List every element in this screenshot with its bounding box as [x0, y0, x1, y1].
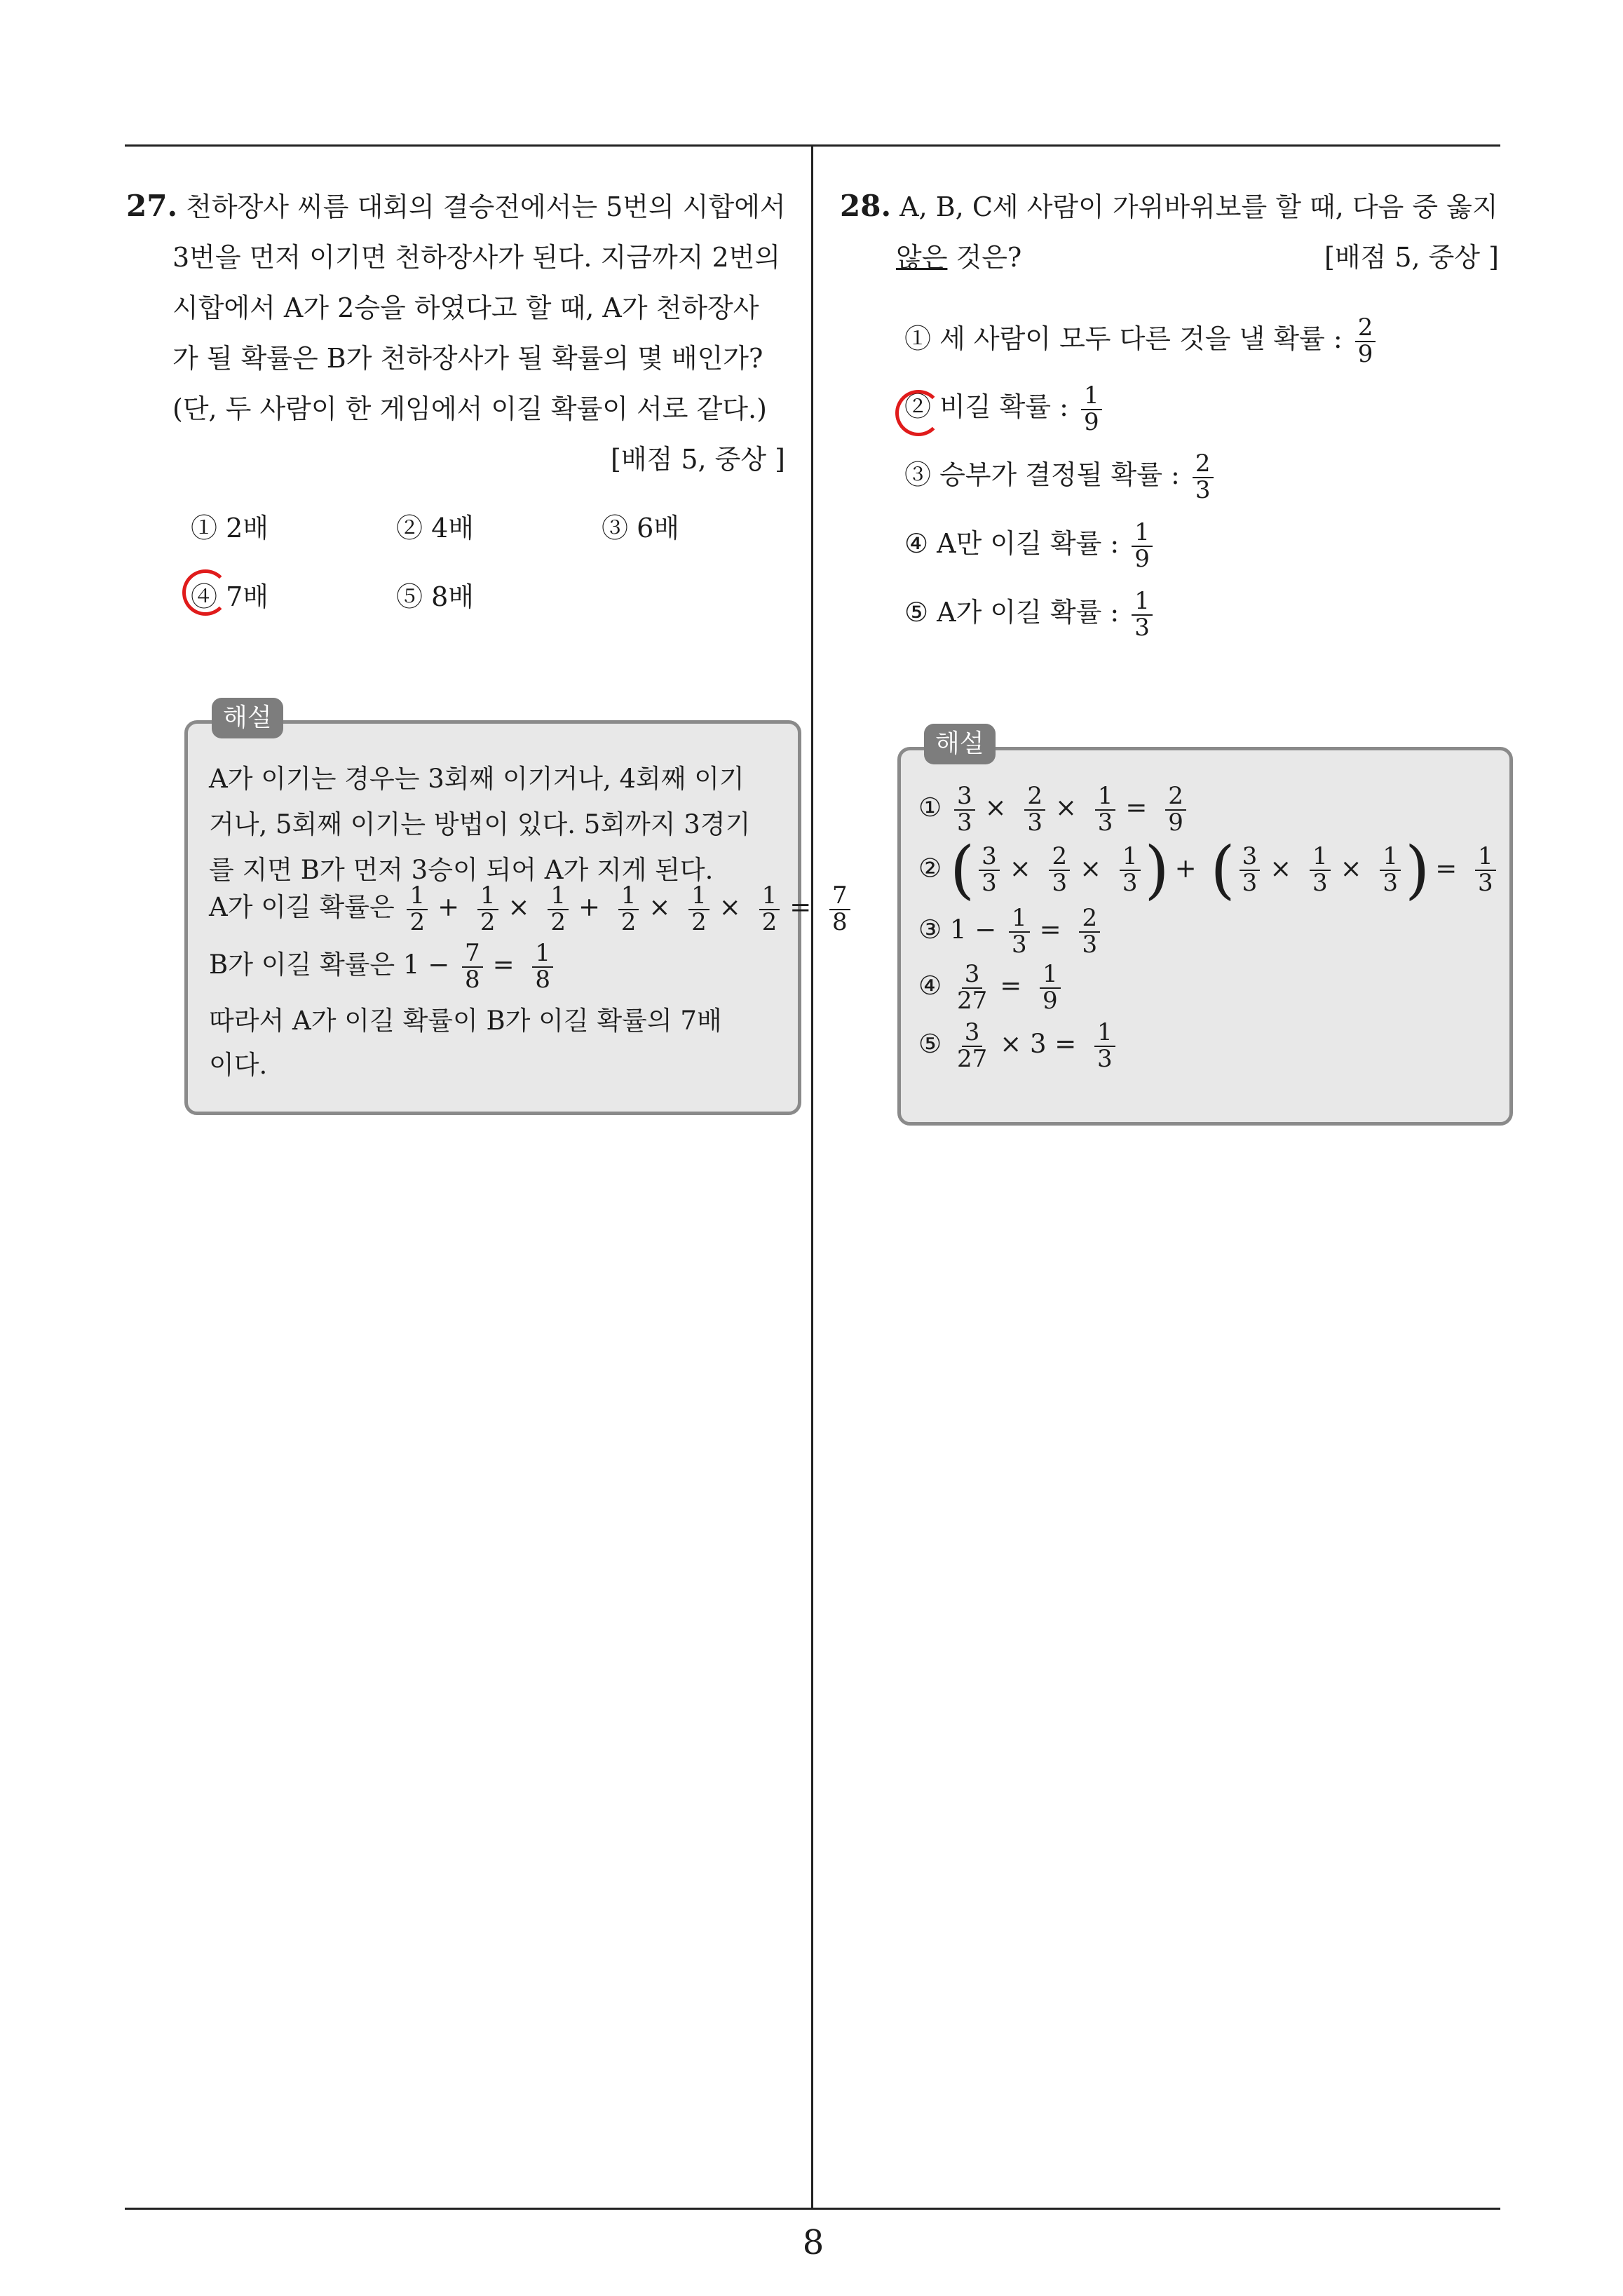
q28-choice-5-fraction: $\frac{1}{3}$ — [1132, 589, 1153, 640]
q28-choice-1[interactable] — [904, 313, 1380, 368]
question-27-text-3: 시합에서 A가 2승을 하였다고 할 때, A가 천하장사 — [172, 292, 759, 323]
q28-choice-4[interactable] — [904, 520, 1157, 572]
q27-choice-3[interactable]: ③ 6배 — [602, 513, 679, 543]
q28-choice-1-label: ① 세 사람이 모두 다른 것을 낼 확률 : — [904, 323, 1343, 355]
q27-choice-2[interactable]: ② 4배 — [396, 513, 474, 543]
q27-solution-line-1: A가 이기는 경우는 3회째 이기거나, 4회째 이기 — [209, 764, 745, 794]
q28-choice-3[interactable] — [904, 452, 1218, 503]
frac-1-2: $\frac{1}{2}$ — [759, 884, 780, 935]
frac-1-2: $\frac{1}{2}$ — [477, 884, 498, 935]
q28-solution-line-3: ③ 1 − $\frac{1}{3}$ = $\frac{2}{3}$ — [918, 906, 1104, 957]
q27-solution-b-probability: B가 이길 확률은 1 − $\frac{7}{8}$ = $\frac{1}{8}$ — [209, 941, 557, 992]
question-27-number: 27. — [126, 189, 178, 223]
q27-choice-4[interactable]: ④ 7배 — [191, 581, 269, 612]
frac-1-8: $\frac{1}{8}$ — [532, 941, 553, 992]
bottom-rule — [125, 2208, 1500, 2210]
q28-solution-line-5: ⑤ $\frac{3}{27}$ × 3 = $\frac{1}{3}$ — [918, 1020, 1120, 1072]
q28-choice-4-fraction: $\frac{1}{9}$ — [1132, 520, 1153, 572]
q28-choice-3-label: ③ 승부가 결정될 확률 : — [904, 459, 1180, 491]
question-27-text-5: (단, 두 사람이 한 게임에서 이길 확률이 서로 같다.) — [172, 393, 767, 424]
frac-7-8: $\frac{7}{8}$ — [462, 941, 483, 992]
question-28-line-2 — [840, 232, 1513, 283]
q27-b-prob-label: B가 이길 확률은 1 − — [209, 950, 450, 980]
question-28-text-1: A, B, C세 사람이 가위바위보를 할 때, 다음 중 옳지 — [899, 191, 1498, 222]
frac-1-2: $\frac{1}{2}$ — [688, 884, 709, 935]
question-28-underlined-word: 않은 — [896, 242, 948, 273]
question-27-text-4: 가 될 확률은 B가 천하장사가 될 확률의 몇 배인가? — [172, 343, 763, 374]
q27-solution-conclusion-2: 이다. — [209, 1050, 268, 1080]
question-27-text-1: 천하장사 씨름 대회의 결승전에서는 5번의 시합에서 — [186, 191, 786, 222]
q27-solution-a-probability: A가 이길 확률은 $\frac{1}{2}$ + $\frac{1}{2}$ × $\frac{1}{2}$ + $\frac{1}{2}$ × $\frac{1}{2}$ × $\frac{1}{2}$ = $\frac{7}{8}$ — [209, 884, 855, 935]
q28-solution-marker-1: ① — [918, 792, 942, 823]
q28-solution-marker-3: ③ — [918, 914, 942, 945]
q28-solution-tag: 해설 — [924, 724, 996, 764]
q27-a-prob-label: A가 이길 확률은 — [209, 892, 395, 923]
question-28-number: 28. — [840, 189, 892, 223]
page-number: 8 — [802, 2223, 824, 2262]
q28-solution-line-2: ② ( $\frac{3}{3}$ × $\frac{2}{3}$ × $\frac{1}{3}$ ) + ( $\frac{3}{3}$ × $\frac{1}{3}$ × $\frac{1}{3}$ ) = $\frac{1}{3}$ — [918, 839, 1500, 902]
q27-answer-circle-mark — [182, 569, 229, 616]
question-27 — [126, 181, 799, 485]
q27-solution-conclusion-1: 따라서 A가 이길 확률이 B가 이길 확률의 7배 — [209, 1006, 722, 1036]
q28-choice-3-fraction: $\frac{2}{3}$ — [1193, 452, 1214, 503]
q27-solution-tag: 해설 — [212, 698, 283, 738]
q28-solution-line-4: ④ $\frac{3}{27}$ = $\frac{1}{9}$ — [918, 962, 1065, 1013]
question-28-text-2: 것은? — [947, 242, 1022, 273]
q28-choice-4-label: ④ A만 이길 확률 : — [904, 528, 1120, 560]
question-28 — [840, 181, 1513, 283]
frac-1-2: $\frac{1}{2}$ — [407, 884, 428, 935]
column-divider — [811, 144, 813, 2209]
question-27-score: [배점 5, 중상 ] — [611, 444, 785, 475]
q28-choice-5[interactable] — [904, 589, 1157, 640]
q28-choice-2-label: ② 비길 확률 : — [904, 391, 1068, 423]
q28-choice-1-fraction: $\frac{2}{9}$ — [1355, 316, 1376, 367]
frac-7-8: $\frac{7}{8}$ — [829, 884, 850, 935]
q27-solution-line-2: 거나, 5회째 이기는 방법이 있다. 5회까지 3경기 — [209, 809, 751, 839]
frac-1-2: $\frac{1}{2}$ — [548, 884, 569, 935]
question-28-score: [배점 5, 중상 ] — [1324, 242, 1499, 273]
q28-solution-marker-2: ② — [918, 853, 942, 884]
q28-solution-marker-5: ⑤ — [918, 1029, 942, 1060]
question-27-line-1 — [126, 181, 799, 232]
q27-choice-5[interactable]: ⑤ 8배 — [396, 581, 474, 612]
q28-solution-marker-4: ④ — [918, 971, 942, 1001]
question-28-line-1 — [840, 181, 1513, 232]
q28-choice-5-label: ⑤ A가 이길 확률 : — [904, 597, 1120, 628]
q28-choice-2-fraction: $\frac{1}{9}$ — [1081, 384, 1102, 435]
q28-solution-line-1: ① $\frac{3}{3}$ × $\frac{2}{3}$ × $\frac{1}{3}$ = $\frac{2}{9}$ — [918, 784, 1190, 835]
frac-1-2: $\frac{1}{2}$ — [618, 884, 639, 935]
q27-solution-line-3: 를 지면 B가 먼저 3승이 되어 A가 지게 된다. — [209, 855, 714, 885]
q27-choice-1[interactable]: ① 2배 — [191, 513, 269, 543]
question-27-text-2: 3번을 먼저 이기면 천하장사가 된다. 지금까지 2번의 — [172, 242, 781, 273]
q28-answer-circle-mark — [895, 390, 942, 436]
